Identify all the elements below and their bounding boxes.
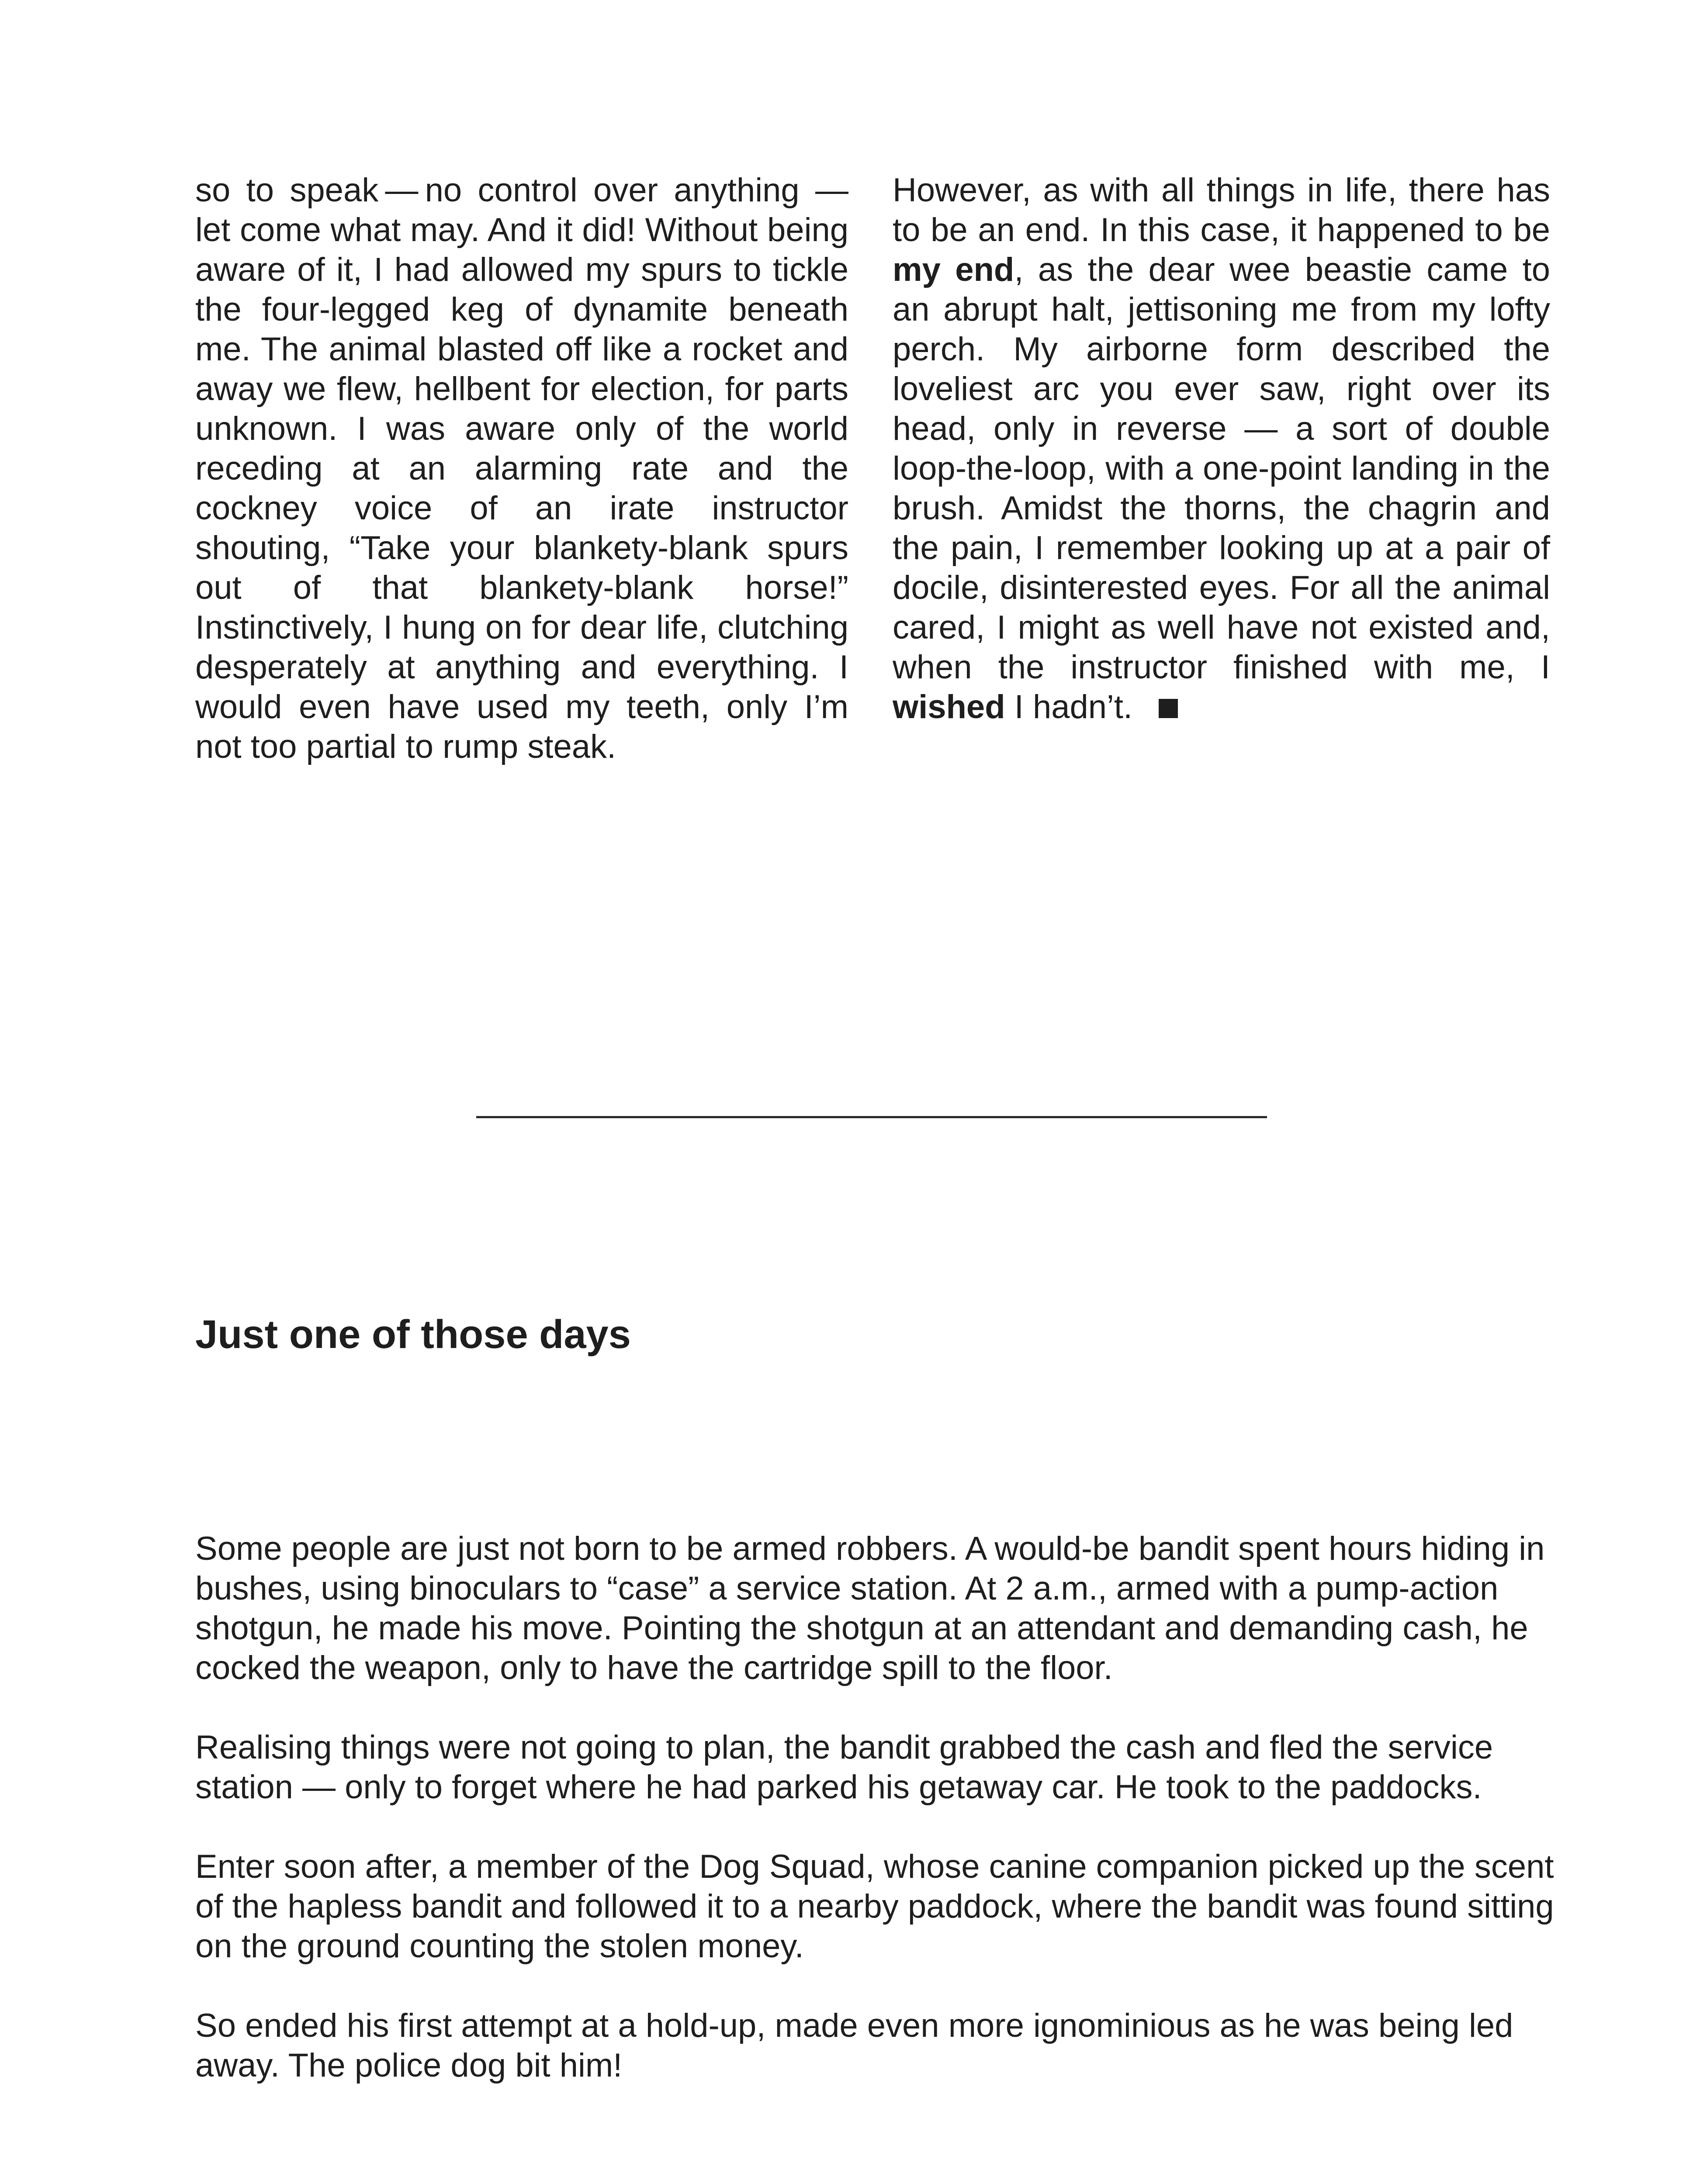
article-paragraph-1: Some people are just not born to be armed robbers. A would-be bandit spent hours hiding in bushes, using binoculars to “case” a service station. At 2 a.m., armed with a pump-action shotgun, he made his move. Pointing the shotgun at an attendant and demanding cash, he cocked the weapon, only to have the cartridge spill to the floor. <box>195 1530 1545 1686</box>
article-body <box>195 1529 1558 2125</box>
article-paragraph-4: So ended his first attempt at a hold-up, made even more ignominious as he was being led away. The police dog bit him! <box>195 2007 1513 2084</box>
section-divider <box>476 1116 1267 1118</box>
right-column <box>893 170 1550 727</box>
article-heading: Just one of those days <box>195 1312 631 1357</box>
left-column <box>195 170 848 767</box>
right-text-part-3: I hadn’t. <box>1005 688 1133 726</box>
left-column-text: so to speak — no control over anything — let come what may. And it did! Without being aware of it, I had allowed my spurs to tickle the four-legged keg of dynamite beneath me. The animal blasted off like a rocket and away we flew, hellbent for election, for parts unknown. I was aware only of the world receding at an alarming rate and the cockney voice of an irate instructor shouting, “Take your blankety-blank spurs out of that blankety-blank horse!” Instinctively, I hung on for dear life, clutching desperately at anything and everything. I would even have used my teeth, only I’m not too partial to rump steak. <box>195 172 848 765</box>
article-paragraph-2: Realising things were not going to plan, the bandit grabbed the cash and fled the service station — only to forget where he had parked his getaway car. He took to the paddocks. <box>195 1729 1493 1806</box>
right-text-part-2: , as the dear wee beastie came to an abrupt halt, jettisoning me from my lofty perch. My airborne form described the loveliest arc you ever saw, right over its head, only in reverse — a sort of double loop-the-loop, with a one-point landing in the brush. Amidst the thorns, the chagrin and the pain, I remember looking up at a pair of docile, disinterested eyes. For all the animal cared, I might as well have not existed and, when the instructor finished with me, I <box>893 251 1550 686</box>
emphasis-wished: wished <box>893 688 1005 726</box>
end-of-story-square-icon <box>1159 699 1178 718</box>
emphasis-my-end: my end <box>893 251 1014 288</box>
right-text-part-1: However, as with all things in life, there has to be an end. In this case, it happened to be <box>893 172 1550 249</box>
article-paragraph-3: Enter soon after, a member of the Dog Squad, whose canine companion picked up the scent of the hapless bandit and followed it to a nearby paddock, where the bandit was found sitting on the ground counting the stolen money. <box>195 1848 1554 1965</box>
right-column-text <box>893 170 1550 727</box>
